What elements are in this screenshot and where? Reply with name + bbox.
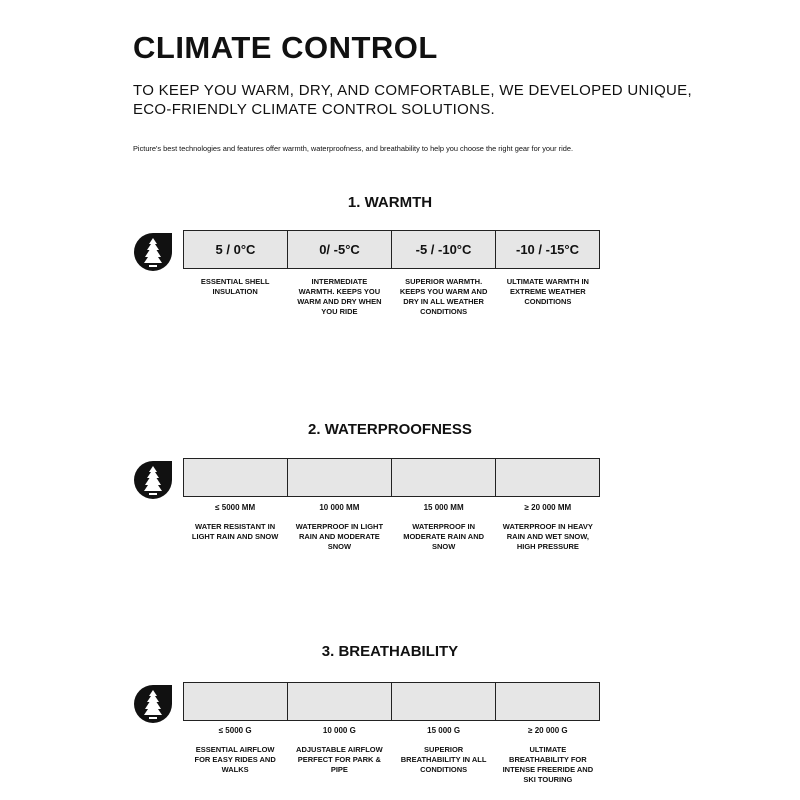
warmth-scale-cell: -10 / -15°C <box>515 242 579 257</box>
subtitle-line: TO KEEP YOU WARM, DRY, AND COMFORTABLE, WE DEVELOPED UNIQUE, <box>133 82 692 99</box>
breathability-value: ≤ 5000 G <box>218 726 252 735</box>
warmth-scale-cell: 5 / 0°C <box>184 231 288 268</box>
breathability-descriptions <box>183 745 600 785</box>
waterproofness-value: 10 000 MM <box>319 503 360 512</box>
waterproofness-scale-cell <box>288 459 392 496</box>
waterproofness-scale <box>183 458 600 497</box>
warmth-scale-cell: -5 / -10°C <box>392 231 496 268</box>
subtitle-line: ECO-FRIENDLY CLIMATE CONTROL SOLUTIONS. <box>133 101 496 118</box>
waterproofness-values <box>183 503 600 513</box>
warmth-description: INTERMEDIATE WARMTH. KEEPS YOU WARM AND DRY WHEN YOU RIDE <box>297 277 382 316</box>
waterproofness-description: WATERPROOF IN HEAVY RAIN AND WET SNOW, HIGH PRESSURE <box>502 522 593 551</box>
waterproofness-scale-cell <box>392 459 496 496</box>
breathability-value: ≥ 20 000 G <box>528 726 568 735</box>
tree-drop-icon <box>133 460 173 500</box>
breathability-value: 15 000 G <box>427 726 461 735</box>
section-heading-breathability: 3. BREATHABILITY <box>321 643 459 660</box>
waterproofness-description: WATERPROOF IN LIGHT RAIN AND MODERATE SNOW <box>295 522 384 551</box>
breathability-description: ULTIMATE BREATHABILITY FOR INTENSE FREERIDE AND SKI TOURING <box>502 745 594 784</box>
breathability-values <box>183 726 600 736</box>
page-title: CLIMATE CONTROL <box>133 30 438 65</box>
breathability-scale <box>183 682 600 721</box>
waterproofness-value: 15 000 MM <box>423 503 464 512</box>
tree-drop-icon <box>133 232 173 272</box>
waterproofness-value: ≥ 20 000 MM <box>524 503 572 512</box>
breathability-description: ESSENTIAL AIRFLOW FOR EASY RIDES AND WALKS <box>194 745 276 774</box>
breathability-scale-cell <box>496 683 599 720</box>
breathability-scale-cell <box>392 683 496 720</box>
waterproofness-scale-cell <box>184 459 288 496</box>
waterproofness-value: ≤ 5000 MM <box>215 503 256 512</box>
waterproofness-descriptions <box>183 522 600 552</box>
breathability-scale-cell <box>184 683 288 720</box>
warmth-descriptions <box>183 277 600 317</box>
warmth-description: ULTIMATE WARMTH IN EXTREME WEATHER CONDITIONS <box>506 277 589 306</box>
intro-text: Picture's best technologies and features offer warmth, waterproofness, and breathability to help you choose the right gear for your ride. <box>133 144 574 153</box>
waterproofness-scale-cell <box>496 459 599 496</box>
warmth-scale-cell: 0/ -5°C <box>288 231 392 268</box>
subtitle <box>133 81 693 119</box>
breathability-description: ADJUSTABLE AIRFLOW PERFECT FOR PARK & PIPE <box>296 745 383 774</box>
breathability-value: 10 000 G <box>322 726 356 735</box>
tree-drop-icon <box>133 684 173 724</box>
warmth-description: SUPERIOR WARMTH. KEEPS YOU WARM AND DRY IN ALL WEATHER CONDITIONS <box>399 277 488 316</box>
breathability-scale-cell <box>288 683 392 720</box>
section-heading-waterproofness: 2. WATERPROOFNESS <box>308 421 472 438</box>
waterproofness-description: WATERPROOF IN MODERATE RAIN AND SNOW <box>403 522 485 551</box>
warmth-description: ESSENTIAL SHELL INSULATION <box>200 277 270 296</box>
waterproofness-description: WATER RESISTANT IN LIGHT RAIN AND SNOW <box>191 522 279 541</box>
section-heading-warmth: 1. WARMTH <box>347 194 433 211</box>
warmth-scale <box>183 230 600 269</box>
breathability-description: SUPERIOR BREATHABILITY IN ALL CONDITIONS <box>400 745 487 774</box>
